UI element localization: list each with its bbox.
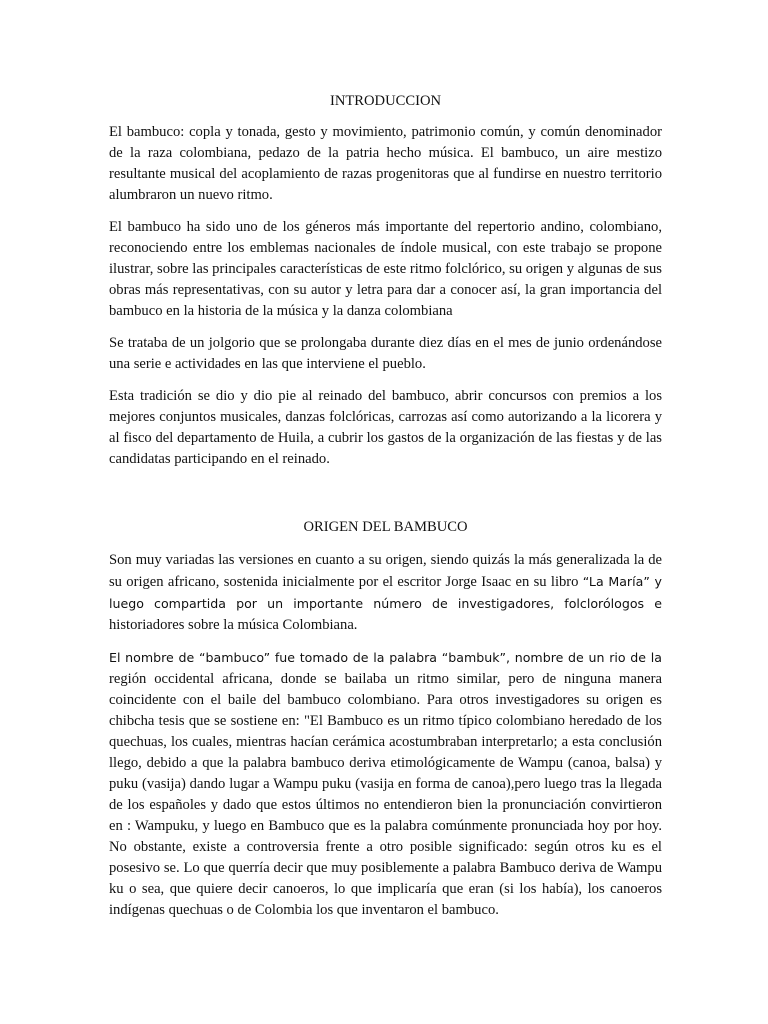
origin-paragraph-1-text-a: Son muy variadas las versiones en cuanto a su origen, siendo quizás la más generalizada la de su origen africano, sostenida inicialmente por el escritor Jorge Isaac en su libro	[109, 552, 662, 590]
intro-paragraph-4: Esta tradición se dio y dio pie al reinado del bambuco, abrir concursos con premios a los mejores conjuntos musicales, danzas folclóricas, carrozas así como autorizando a la licorera y al fisco del departamento de Huila, a cubrir los gastos de la organización de las fiestas y de las candidatas participando en el reinado.	[109, 388, 662, 467]
intro-paragraph-3: Se trataba de un jolgorio que se prolongaba durante diez días en el mes de junio ordenándose una serie e actividades en las que interviene el pueblo.	[109, 335, 662, 372]
section-title-origen: ORIGEN DEL BAMBUCO	[303, 519, 468, 535]
intro-paragraph-2: El bambuco ha sido uno de los géneros más importante del repertorio andino, colombiano, reconociendo entre los emblemas nacionales de índole musical, con este trabajo se propone ilustrar, sobre las principales características de este ritmo folclórico, su origen y algunas de sus obras más representativas, con su autor y letra para dar a conocer así, la gran importancia del bambuco en la historia de la música y la danza colombiana	[109, 219, 662, 319]
origin-paragraph-1-text-b: “La María” y luego compartida por un importante número de investigadores, folclorólogos e	[109, 574, 662, 611]
intro-paragraph-1: El bambuco: copla y tonada, gesto y movimiento, patrimonio común, y común denominador de la raza colombiana, pedazo de la patria hecho música. El bambuco, un aire mestizo resultante musical del acoplamiento de razas progenitoras que al fundirse en nuestro territorio alumbraron un nuevo ritmo.	[109, 124, 662, 203]
origin-paragraph-2-text-a: El nombre de “bambuco” fue tomado de la palabra “bambuk”, nombre de un rio de la	[109, 650, 662, 665]
document-body	[109, 91, 662, 932]
section-title-introduccion: INTRODUCCION	[329, 93, 442, 109]
origin-paragraph-2-text-b: región occidental africana, donde se bailaba un ritmo similar, pero de ninguna manera coincidente con el baile del bambuco colombiano. Para otros investigadores su origen es chibcha tesis que se sostiene en: "El Bambuco es un ritmo típico colombiano heredado de los quechuas, los cuales, mientras hacían cerámica acostumbraban interpretarlo; a esta conclusión llego, debido a que la palabra bambuco deriva etimológicamente de Wampu (canoa, balsa) y puku (vasija) dando lugar a Wampu puku (vasija en forma de canoa),pero luego tras la llegada de los españoles y dado que estos últimos no entendieron bien la pronunciación convirtieron en : Wampuku, y luego en Bambuco que es la palabra comúnmente pronunciada hoy por hoy. No obstante, existe a controversia frente a otro posible significado: según otros ku es el posesivo se. Lo que querría decir que muy posiblemente a palabra Bambuco deriva de Wampu ku o sea, que quiere decir canoeros, lo que implicaría que eran (si los había), los canoeros indígenas quechuas o de Colombia los que inventaron el bambuco.	[109, 671, 662, 918]
origin-paragraph-2	[109, 647, 662, 921]
origin-paragraph-1-text-c: historiadores sobre la música Colombiana.	[109, 617, 358, 633]
origin-paragraph-1	[109, 550, 662, 636]
